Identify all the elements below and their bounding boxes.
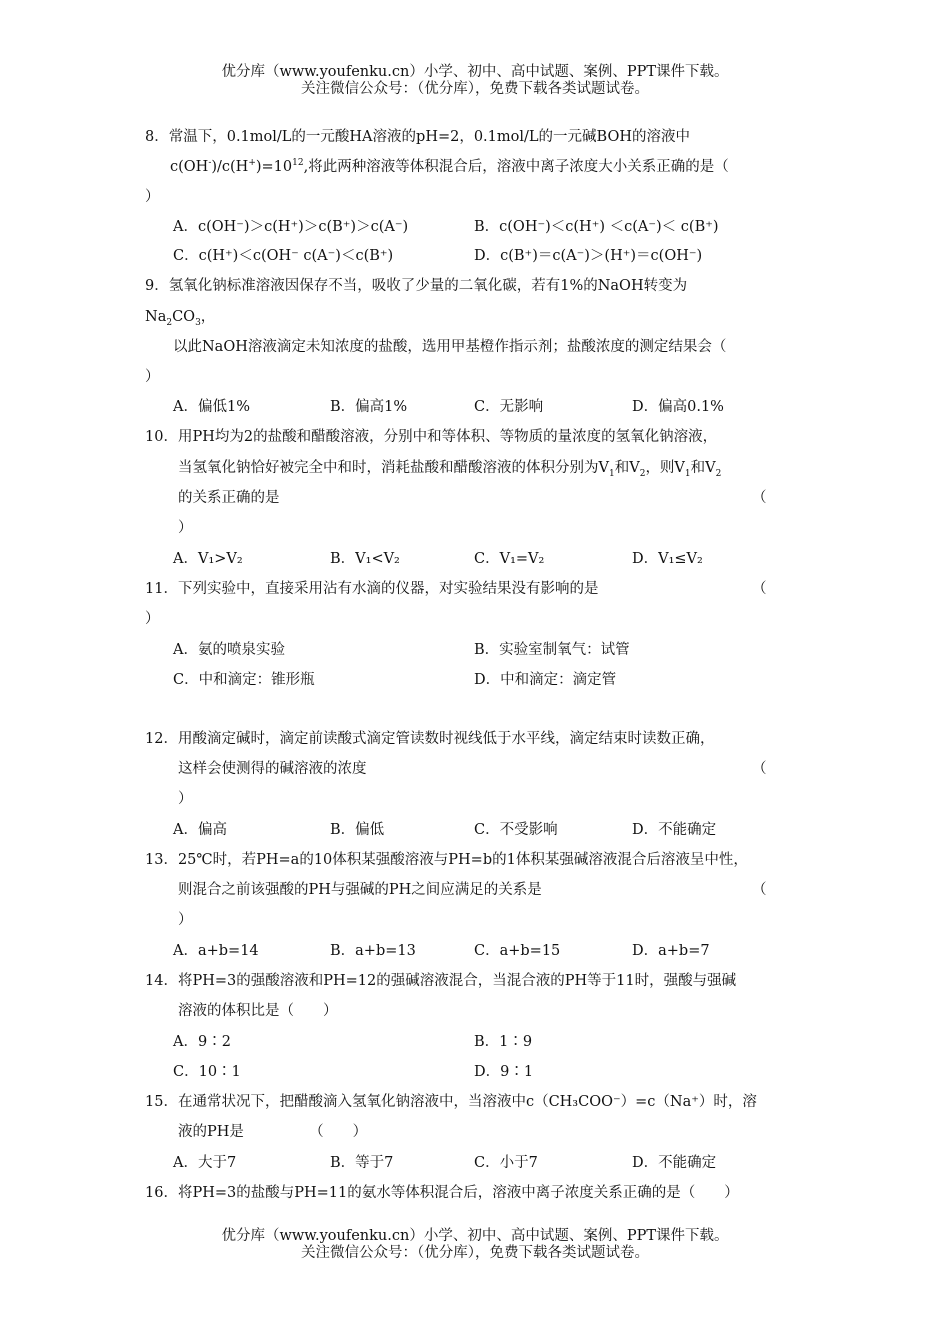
q14-option-b: B．1∶9	[474, 1034, 533, 1050]
q15-stem-line-2: 液的PH是 （ ）	[178, 1124, 368, 1140]
q16-stem-line-1: 16．将PH=3的盐酸与PH=11的氨水等体积混合后，溶液中离子浓度关系正确的是（ ）	[145, 1185, 739, 1201]
q11-option-d: D．中和滴定：滴定管	[474, 672, 617, 688]
q12-option-a: A．偏高	[173, 822, 227, 838]
q12-option-d: D．不能确定	[632, 822, 717, 838]
q10-option-c: C．V₁=V₂	[474, 551, 545, 567]
q10-stem-line-1: 10．用PH均为2的盐酸和醋酸溶液，分别中和等体积、等物质的量浓度的氢氧化钠溶液，	[145, 429, 718, 445]
q13-option-d: D．a+b=7	[632, 943, 710, 959]
page-header	[0, 64, 950, 98]
q12-option-c: C．不受影响	[474, 822, 558, 838]
q13-option-a: A．a+b=14	[173, 943, 259, 959]
footer-line-1: 优分库（www.youfenku.cn）小学、初中、高中试题、案例、PPT课件下载。	[221, 1228, 729, 1244]
q13-option-b: B．a+b=13	[330, 943, 416, 959]
q10-option-a: A．V₁>V₂	[173, 551, 243, 567]
q14-option-c: C．10∶1	[173, 1064, 241, 1080]
q12-stem-line-2: 这样会使测得的碱溶液的浓度	[178, 761, 367, 777]
q10-option-d: D．V₁≤V₂	[632, 551, 703, 567]
q15-option-d: D．不能确定	[632, 1155, 717, 1171]
q10-stem-line-3: 的关系正确的是	[178, 490, 280, 506]
q9-option-c: C．无影响	[474, 399, 544, 415]
q9-option-a: A．偏低1%	[173, 399, 250, 415]
q13-answer-paren-close: ）	[178, 912, 193, 928]
q15-option-a: A．大于7	[173, 1155, 237, 1171]
q11-option-a: A．氨的喷泉实验	[173, 642, 285, 658]
q8-option-b: B．c(OH⁻)＜c(H⁺) ＜c(A⁻)＜ c(B⁺)	[474, 219, 719, 235]
q14-stem-line-1: 14．将PH=3的强酸溶液和PH=12的强碱溶液混合，当混合液的PH等于11时，强酸与强碱	[145, 973, 737, 989]
q8-option-c: C．c(H⁺)＜c(OH⁻ c(A⁻)＜c(B⁺)	[173, 248, 394, 264]
q8-stem-line-1: 8．常温下，0.1mol/L的一元酸HA溶液的pH=2，0.1mol/L的一元碱BOH的溶液中	[145, 129, 690, 145]
q11-answer-paren-close: ）	[145, 611, 160, 627]
q11-answer-paren-open: （	[752, 581, 767, 597]
q13-answer-paren-open: （	[752, 882, 767, 898]
q14-option-d: D．9∶1	[474, 1064, 534, 1080]
page-footer	[0, 1228, 950, 1262]
q15-option-c: C．小于7	[474, 1155, 538, 1171]
q9-option-b: B．偏高1%	[330, 399, 408, 415]
q13-stem-line-1: 13．25℃时，若PH=a的10体积某强酸溶液与PH=b的1体积某强碱溶液混合后溶液呈中性，	[145, 852, 748, 868]
q14-option-a: A．9∶2	[173, 1034, 231, 1050]
q14-stem-line-2: 溶液的体积比是（ ）	[178, 1003, 338, 1019]
footer-line-2: 关注微信公众号：（优分库），免费下载各类试题试卷。	[301, 1245, 649, 1261]
q9-stem-line-3: 以此NaOH溶液滴定未知浓度的盐酸，选用甲基橙作指示剂；盐酸浓度的测定结果会（	[173, 339, 727, 355]
q9-stem-line-1: 9．氢氧化钠标准溶液因保存不当，吸收了少量的二氧化碳，若有1%的NaOH转变为	[145, 278, 688, 294]
q12-option-b: B．偏低	[330, 822, 385, 838]
q8-stem-line-3: ）	[145, 189, 160, 205]
q8-option-a: A．c(OH⁻)＞c(H⁺)＞c(B⁺)＞c(A⁻)	[173, 219, 409, 235]
q10-answer-paren-close: ）	[178, 520, 193, 536]
q13-option-c: C．a+b=15	[474, 943, 561, 959]
q12-stem-line-1: 12．用酸滴定碱时，滴定前读酸式滴定管读数时视线低于水平线，滴定结束时读数正确，	[145, 731, 715, 747]
q15-option-b: B．等于7	[330, 1155, 394, 1171]
q11-option-b: B．实验室制氧气：试管	[474, 642, 630, 658]
q15-stem-line-1: 15．在通常状况下，把醋酸滴入氢氧化钠溶液中，当溶液中c（CH₃COO⁻）=c（Na⁺）时，溶	[145, 1094, 757, 1110]
header-line-2: 关注微信公众号：（优分库），免费下载各类试题试卷。	[301, 81, 649, 97]
q11-stem-line-1: 11．下列实验中，直接采用沾有水滴的仪器，对实验结果没有影响的是	[145, 581, 599, 597]
q11-option-c: C．中和滴定：锥形瓶	[173, 672, 315, 688]
q10-answer-paren-open: （	[752, 490, 767, 506]
q13-stem-line-2: 则混合之前该强酸的PH与强碱的PH之间应满足的关系是	[178, 882, 542, 898]
q10-option-b: B．V₁<V₂	[330, 551, 400, 567]
q8-option-d: D．c(B⁺)＝c(A⁻)＞(H⁺)＝c(OH⁻)	[474, 248, 703, 264]
q12-answer-paren-close: ）	[178, 791, 193, 807]
q9-stem-line-4: ）	[145, 369, 160, 385]
q9-stem-line-2: $Na_2CO_3$，	[145, 309, 216, 328]
q10-stem-line-2: 当氢氧化钠恰好被完全中和时，消耗盐酸和醋酸溶液的体积分别为$V_1$和$V_2$，则$V_1$和$V_2$	[178, 460, 722, 479]
q9-option-d: D．偏高0.1%	[632, 399, 724, 415]
header-line-1: 优分库（www.youfenku.cn）小学、初中、高中试题、案例、PPT课件下载。	[221, 64, 729, 80]
q8-stem-line-2: $c(OH^-)/c(H^+)=10^{12}$,将此两种溶液等体积混合后，溶液中离子浓度大小关系正确的是（	[170, 158, 729, 175]
q12-answer-paren-open: （	[752, 761, 767, 777]
